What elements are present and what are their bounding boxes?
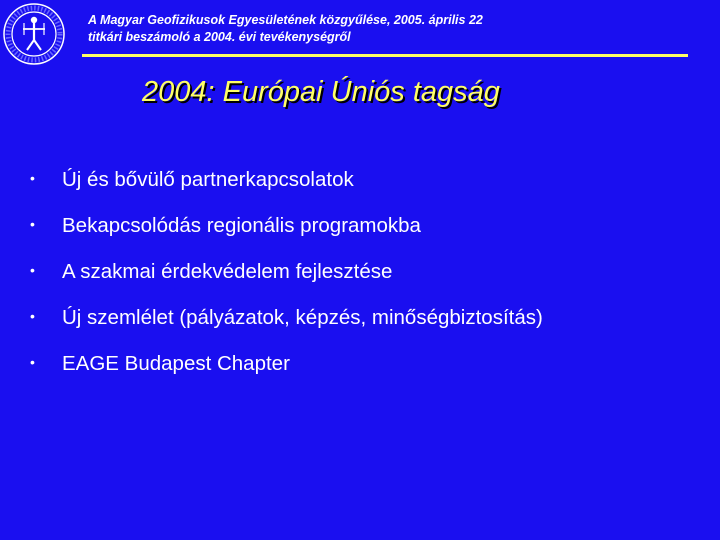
bullet-icon: • — [30, 354, 35, 370]
list-item — [30, 162, 543, 208]
slide-title: 2004: Európai Úniós tagság — [142, 76, 500, 108]
bullet-icon: • — [30, 262, 35, 278]
list-item — [30, 254, 543, 300]
header-line-2: titkári beszámoló a 2004. évi tevékenységről — [88, 30, 351, 44]
bullet-text: Bekapcsolódás regionális programokba — [62, 214, 421, 237]
bullet-icon: • — [30, 308, 35, 324]
bullet-list — [30, 162, 543, 392]
slide-header — [88, 12, 688, 46]
header-divider — [82, 54, 688, 57]
bullet-icon: • — [30, 170, 35, 186]
list-item — [30, 300, 543, 346]
list-item — [30, 346, 543, 392]
bullet-text: Új szemlélet (pályázatok, képzés, minőségbiztosítás) — [62, 306, 543, 329]
bullet-text: A szakmai érdekvédelem fejlesztése — [62, 260, 393, 283]
bullet-text: EAGE Budapest Chapter — [62, 352, 290, 375]
header-line-1: A Magyar Geofizikusok Egyesületének közgyűlése, 2005. április 22 — [88, 13, 483, 27]
society-seal-icon — [2, 2, 66, 66]
bullet-icon: • — [30, 216, 35, 232]
bullet-text: Új és bővülő partnerkapcsolatok — [62, 168, 354, 191]
list-item — [30, 208, 543, 254]
